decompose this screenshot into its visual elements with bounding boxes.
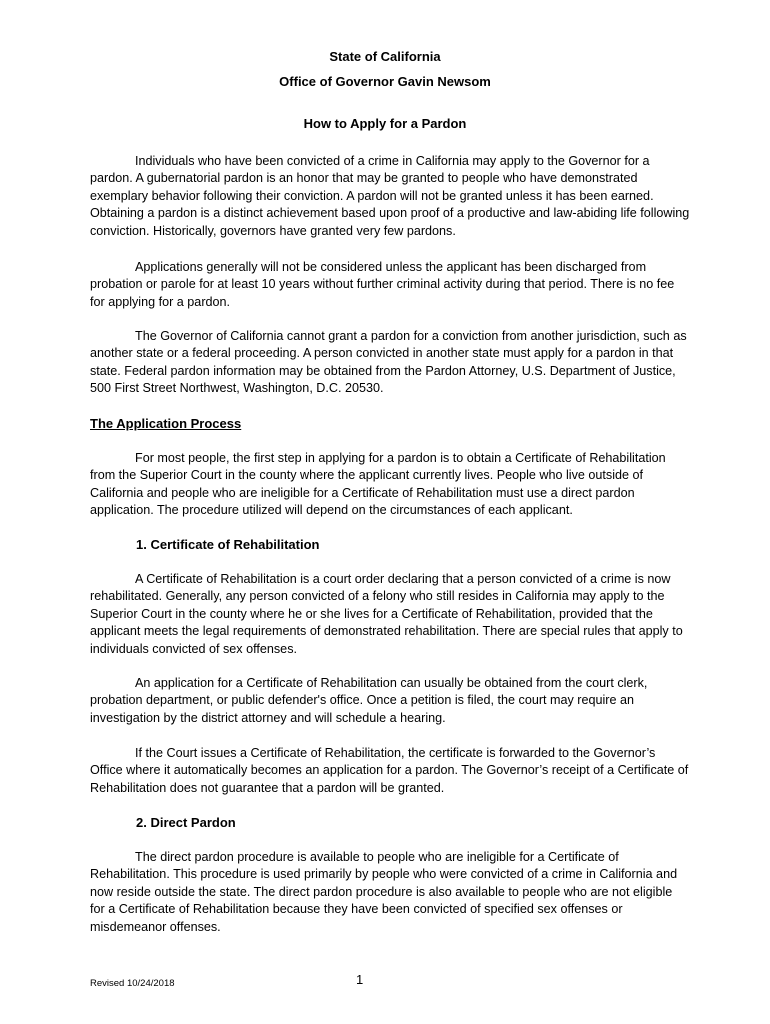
direct-pardon-paragraph: The direct pardon procedure is available to people who are ineligible for a Certificate of Rehabilitation. This procedure is used primarily by people who were convicted of a crime in California and now reside outside the state. The direct pardon procedure is also available to people who are not eligible for a Certificate of Rehabilitation because they have been convicted of specified sex offenses or misdemeanor offenses. (90, 850, 678, 934)
certificate-heading: 1. Certificate of Rehabilitation (136, 537, 320, 552)
intro-paragraph-2: Applications generally will not be considered unless the applicant has been discharged from probation or parole for at least 10 years without further criminal activity during that period. There is no fee for applying for a pardon. (90, 260, 675, 309)
page-number: 1 (356, 972, 364, 987)
revision-date: Revised 10/24/2018 (90, 978, 175, 989)
application-process-heading: The Application Process (90, 416, 242, 431)
page-title: How to Apply for a Pardon (303, 116, 467, 131)
direct-pardon-heading: 2. Direct Pardon (136, 815, 236, 830)
intro-paragraph-1: Individuals who have been convicted of a crime in California may apply to the Governor for a pardon. A gubernatorial pardon is an honor that may be granted to people who have demonstrated exemplary behavior following their conviction. A pardon will not be granted unless it has been earned. Obtaining a pardon is a distinct achievement based upon proof of a productive and law-abiding life following conviction. Historically, governors have granted very few pardons. (90, 154, 690, 238)
certificate-paragraph-1: A Certificate of Rehabilitation is a court order declaring that a person convicted of a crime is now rehabilitated. Generally, any person convicted of a felony who still resides in California may apply to the Superior Court in the county where he or she lives for a Certificate of Rehabilitation, provided that the applicant meets the legal requirements of demonstrated rehabilitation. There are special rules that apply to individuals convicted of sex offenses. (90, 572, 683, 656)
certificate-paragraph-2: An application for a Certificate of Rehabilitation can usually be obtained from the court clerk, probation department, or public defender's office. Once a petition is filed, the court may require an investigation by the district attorney and will schedule a hearing. (90, 676, 648, 725)
application-process-paragraph: For most people, the first step in applying for a pardon is to obtain a Certificate of Rehabilitation from the Superior Court in the county where the applicant currently lives. People who live outside of California and people who are ineligible for a Certificate of Rehabilitation must use a direct pardon application. The procedure utilized will depend on the circumstances of each applicant. (90, 451, 666, 518)
certificate-paragraph-3: If the Court issues a Certificate of Rehabilitation, the certificate is forwarded to the Governor’s Office where it automatically becomes an application for a pardon. The Governor’s receipt of a Certificate of Rehabilitation does not guarantee that a pardon will be granted. (90, 746, 689, 795)
header-office: Office of Governor Gavin Newsom (279, 74, 491, 89)
intro-paragraph-3: The Governor of California cannot grant a pardon for a conviction from another jurisdiction, such as another state or a federal proceeding. A person convicted in another state must apply for a pardon in that state. Federal pardon information may be obtained from the Pardon Attorney, U.S. Department of Justice, 500 First Street Northwest, Washington, D.C. 20530. (90, 329, 687, 396)
header-state: State of California (329, 49, 441, 64)
